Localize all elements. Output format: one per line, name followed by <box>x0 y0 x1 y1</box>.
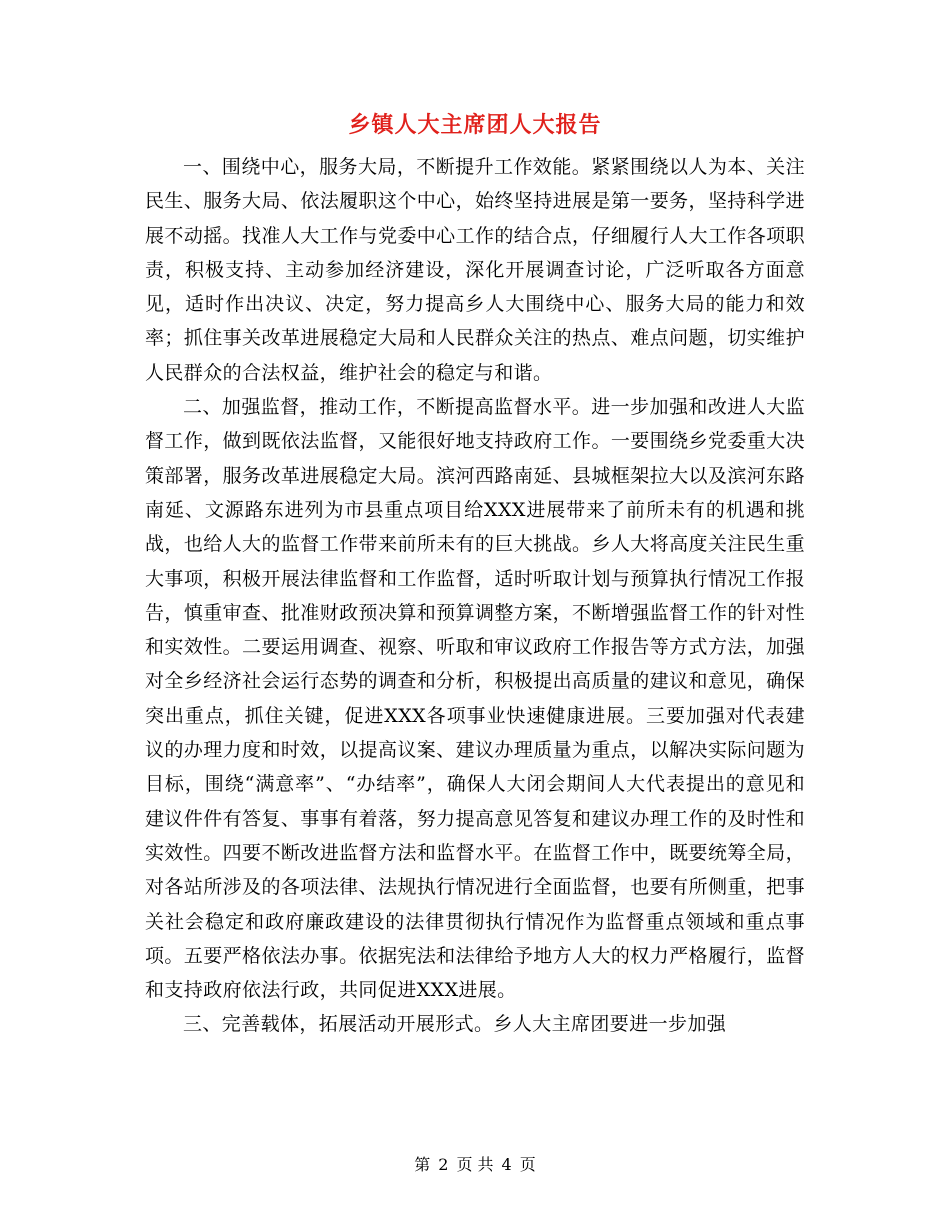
page-footer <box>0 1152 950 1175</box>
document-body <box>145 150 805 1042</box>
footer-suffix: 页 <box>519 1155 536 1174</box>
footer-total-pages: 4 <box>501 1155 512 1174</box>
paragraph-2: 二、加强监督，推动工作，不断提高监督水平。进一步加强和改进人大监督工作，做到既依法监督，又能很好地支持政府工作。一要围绕乡党委重大决策部署，服务改革进展稳定大局。滨河西路南延、县城框架拉大以及滨河东路南延、文源路东进列为市县重点项目给XXX进展带来了前所未有的机遇和挑战，也给人大的监督工作带来前所未有的巨大挑战。乡人大将高度关注民生重大事项，积极开展法律监督和工作监督，适时听取计划与预算执行情况工作报告，慎重审查、批准财政预决算和预算调整方案，不断增强监督工作的针对性和实效性。二要运用调查、视察、听取和审议政府工作报告等方式方法，加强对全乡经济社会运行态势的调查和分析，积极提出高质量的建议和意见，确保突出重点，抓住关键，促进XXX各项事业快速健康进展。三要加强对代表建议的办理力度和时效，以提高议案、建议办理质量为重点，以解决实际问题为目标，围绕“满意率”、“办结率”，确保人大闭会期间人大代表提出的意见和建议件件有答复、事事有着落，努力提高意见答复和建议办理工作的及时性和实效性。四要不断改进监督方法和监督水平。在监督工作中，既要统筹全局，对各站所涉及的各项法律、法规执行情况进行全面监督，也要有所侧重，把事关社会稳定和政府廉政建设的法律贯彻执行情况作为监督重点领域和重点事项。五要严格依法办事。依据宪法和法律给予地方人大的权力严格履行，监督和支持政府依法行政，共同促进XXX进展。 <box>145 396 805 1002</box>
document-title: 乡镇人大主席团人大报告 <box>348 112 602 138</box>
paragraph-1: 一、围绕中心，服务大局，不断提升工作效能。紧紧围绕以人为本、关注民生、服务大局、依法履职这个中心，始终坚持进展是第一要务，坚持科学进展不动摇。找准人大工作与党委中心工作的结合点，仔细履行人大工作各项职责，积极支持、主动参加经济建设，深化开展调查讨论，广泛听取各方面意见，适时作出决议、决定，努力提高乡人大围绕中心、服务大局的能力和效率；抓住事关改革进展稳定大局和人民群众关注的热点、难点问题，切实维护人民群众的合法权益，维护社会的稳定与和谐。 <box>145 156 805 384</box>
footer-current-page: 2 <box>438 1155 449 1174</box>
footer-middle: 页 共 <box>456 1155 494 1174</box>
footer-prefix: 第 <box>414 1155 431 1174</box>
paragraph-3: 三、完善载体，拓展活动开展形式。乡人大主席团要进一步加强 <box>183 1013 727 1036</box>
